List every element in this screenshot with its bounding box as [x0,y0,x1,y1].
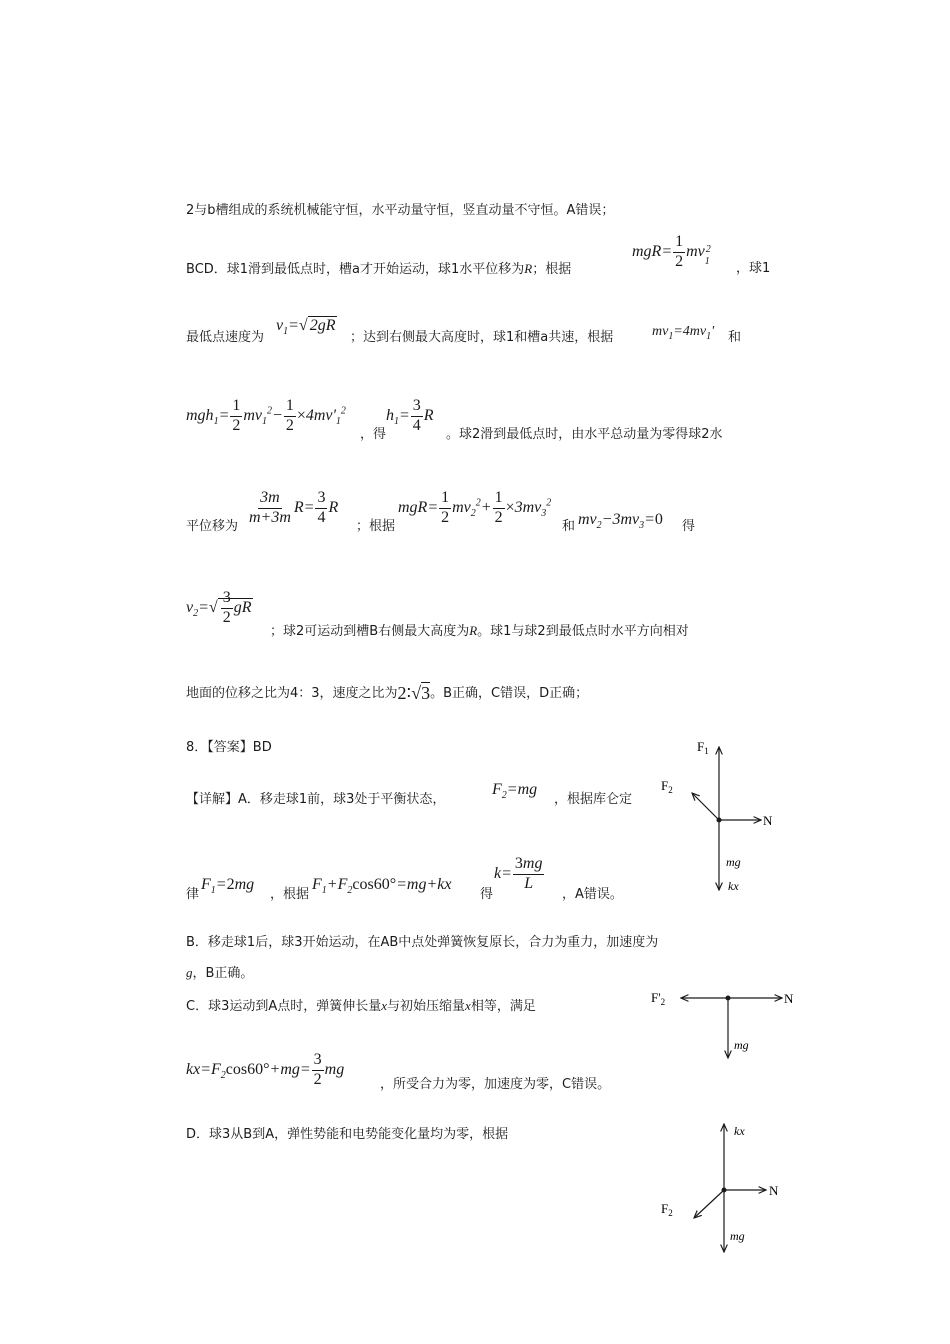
text-line-4-de: ，得 [360,427,387,442]
formula-f2-mg: $F_2=mg$ [492,781,538,802]
text-line-7: 地面的位移之比为4：3，速度之比为2∶√3。B正确，C错误，D正确； [186,683,589,703]
option-c-line-1: C．球3运动到A点时，弹簧伸长量x与初始压缩量x相等，满足 [186,998,536,1014]
label-n-2: N [784,991,794,1006]
formula-momentum: $mv_1=4mv_1'$ [652,324,715,342]
label-n-3: N [769,1183,779,1198]
text-line-3: 最低点速度为 [186,330,265,345]
text-line-2-end: ，球1 [736,261,771,276]
answer-8: 8．【答案】BD [186,740,272,755]
formula-energy-height: mgh$_1$= $\frac{1}{2}$ $mv_1^2-$ $\frac{1}{2}$ $\times 4mv'_1^2$ [186,397,346,434]
detail-line-1: 【详解】A．移走球1前，球3处于平衡状态， [186,792,446,807]
option-b-line-1: B．移走球1后，球3开始运动，在AB中点处弹簧恢复原长，合力为重力，加速度为 [186,935,659,950]
text-line-5-c: 和 [562,519,576,534]
option-d-line-1: D．球3从B到A，弹性势能和电势能变化量均为零，根据 [186,1127,509,1142]
label-mg: mg [726,855,741,869]
label-f2-3: $F_2$ [661,1201,673,1218]
detail-line-2-c: 得 [480,887,494,902]
text-line-1: 2与b槽组成的系统机械能守恒，水平动量守恒，竖直动量不守恒。A错误； [186,203,615,218]
formula-k: k= $\frac{3mg}{L}$ [494,855,543,892]
formula-v1: $v_1=√$ 2gR [276,317,336,338]
detail-line-2: 律 [186,887,200,902]
detail-line-2-end: ，A错误。 [562,887,623,902]
force-diagram-3 [650,1118,790,1258]
label-kx: kx [728,879,739,893]
formula-h1: $h_1=$ $\frac{3}{4}$ R [386,397,434,434]
option-b-line-2: g，B正确。 [186,965,254,981]
text-line-4: 。球2滑到最低点时，由水平总动量为零得球2水 [446,427,723,442]
text-line-2: BCD．球1滑到最低点时，槽a才开始运动，球1水平位移为R；根据 [186,261,572,277]
label-f2-prime: $F'_2$ [651,990,666,1007]
force-diagram-2 [648,982,808,1062]
label-f1: $F_1$ [697,739,709,756]
text-line-6: ；球2可运动到槽B右侧最大高度为R。球1与球2到最低点时水平方向相对 [270,623,689,639]
text-line-5: 平位移为 [186,519,239,534]
formula-momentum-2: $mv_2-3mv_3=0$ [578,511,663,532]
detail-line-2-b: ，根据 [270,887,310,902]
label-mg-3: mg [730,1229,745,1243]
force-diagram-1 [650,735,790,900]
formula-energy-ball2: mgR= $\frac{1}{2}$ $mv_2^2+$ $\frac{1}{2}$ $\times 3mv_3^2$ [398,489,552,526]
formula-displacement-ball2: $\frac{3m}{m+3m}$ R= $\frac{3}{4}$ R [249,489,339,526]
text-line-3-mid: ；达到右侧最大高度时，球1和槽a共速，根据 [350,330,614,345]
text-line-5-b: ；根据 [356,519,396,534]
text-line-3-end: 和 [728,330,742,345]
option-c-line-2: ，所受合力为零，加速度为零，C错误。 [380,1077,611,1092]
label-n: N [763,813,773,828]
formula-v2: $v_2=√$ $\frac{3}{2}$ gR [186,589,252,626]
formula-c-balance: $kx=F_2\cos 60^\circ+mg=$ $\frac{3}{2}$ mg [186,1051,345,1088]
label-mg-2: mg [734,1038,749,1052]
label-kx-3: kx [734,1124,745,1138]
text-line-5-d: 得 [682,519,696,534]
label-f2: $F_2$ [661,778,673,795]
formula-energy-ball1: mgR= $\frac{1}{2}$ $mv_{21}$ [632,233,711,270]
formula-f1: $F_1=2mg$ [201,876,255,897]
detail-line-1-end: ，根据库仑定 [554,792,633,807]
formula-balance: $F_1+F_2\cos 60^\circ=mg+kx$ [312,876,452,897]
